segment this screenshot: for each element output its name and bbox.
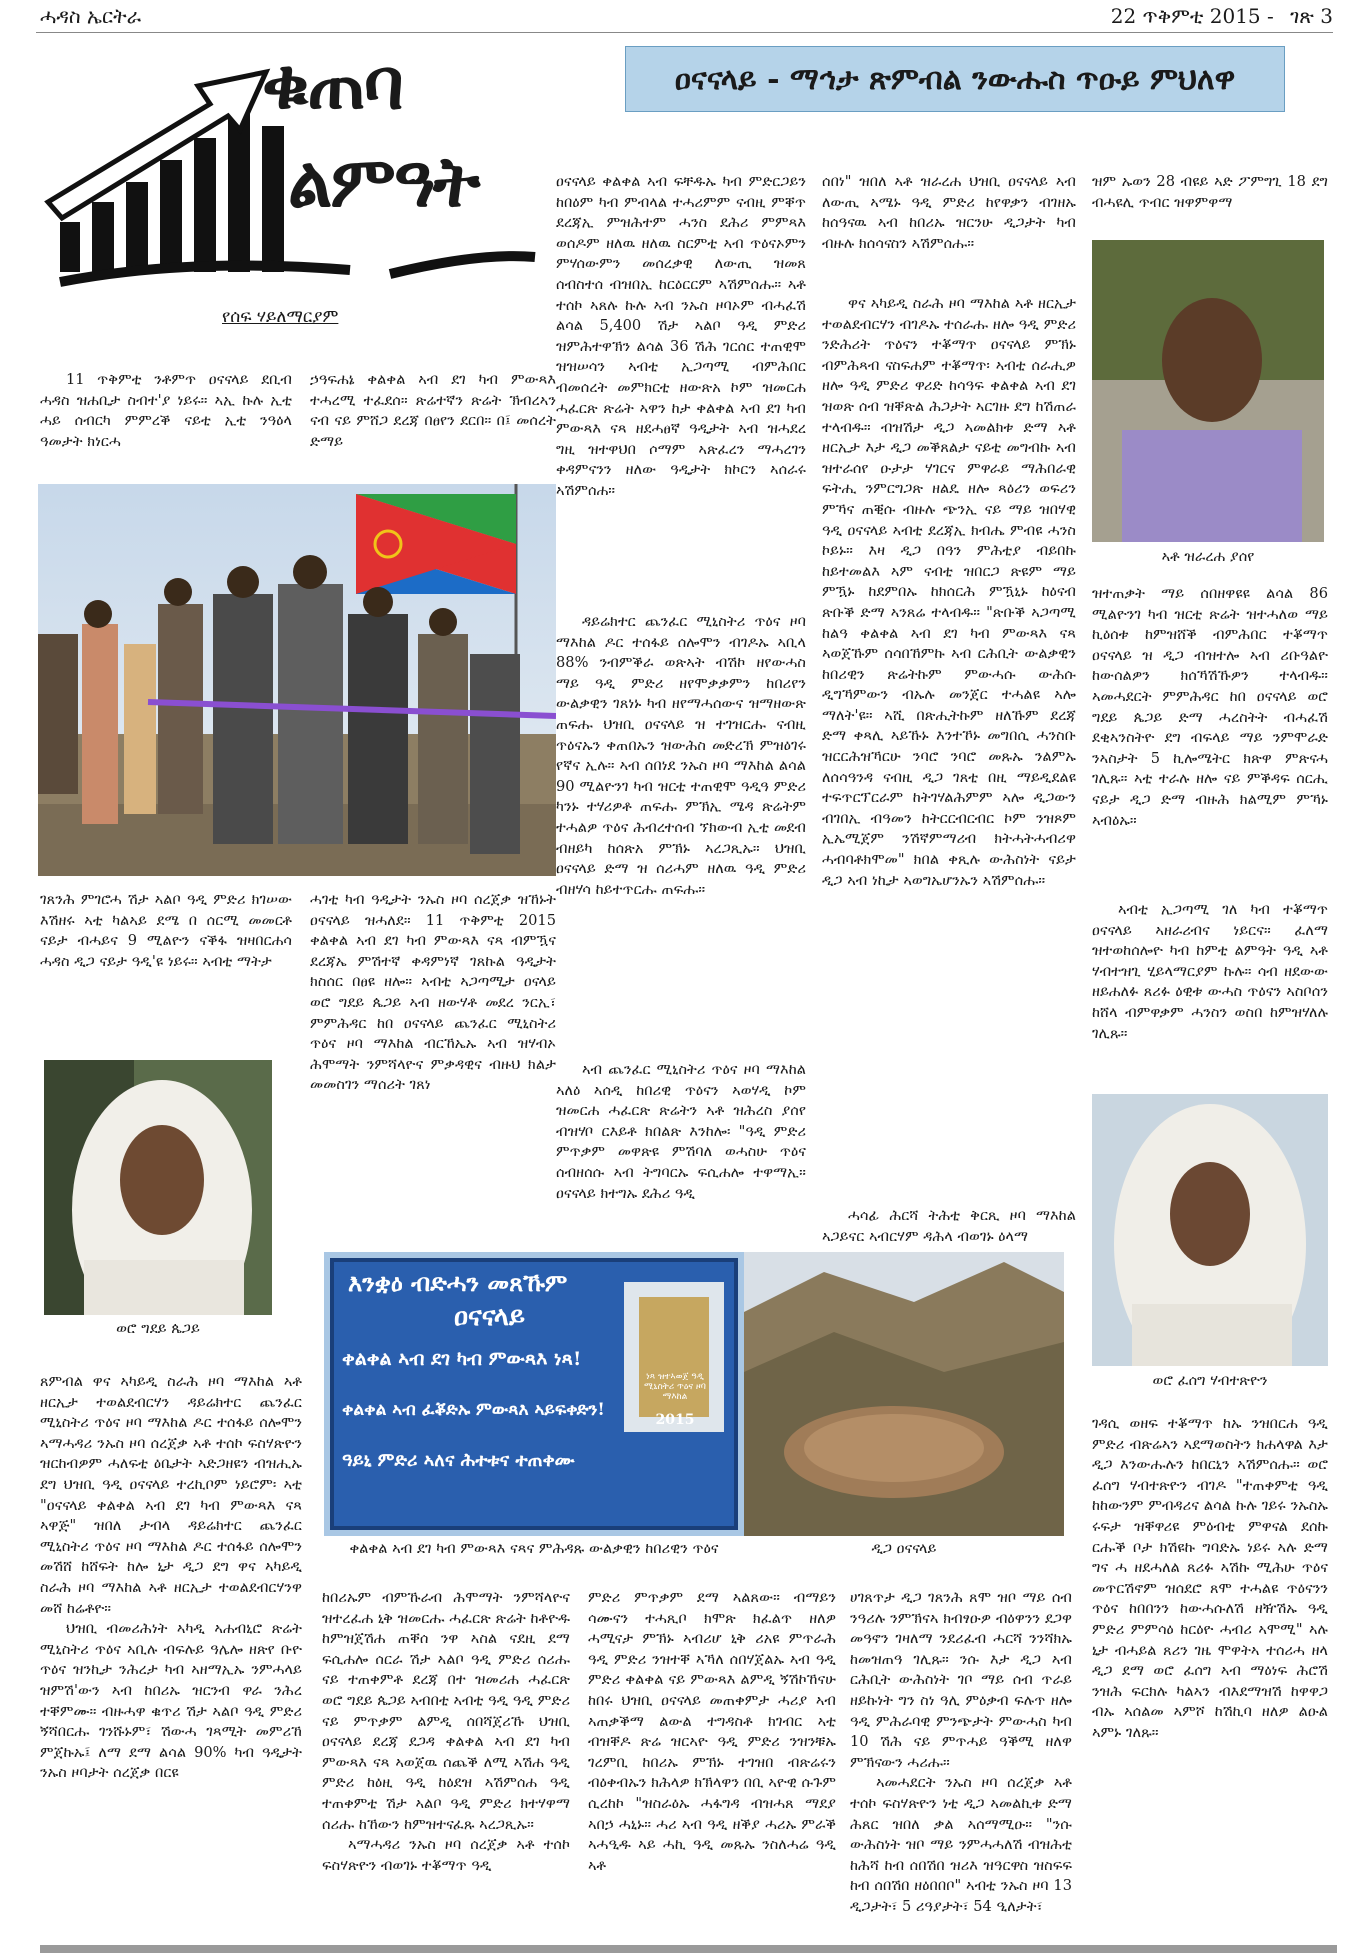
sign-line-5: ዓይኒ ምድሪ ኣለና ሕተቱና ተጠቀሙ [342, 1450, 575, 1471]
portrait-woman-right [1092, 1094, 1328, 1366]
column-1-bottom [40, 1372, 302, 1932]
caption-woman-right: ወሮ ፈሰግ ሃብተጽዮን [1152, 1372, 1268, 1389]
paragraph: ኣማሓዳሪ ንኡስ ዞባ ሰረጀቃ ኣቶ ተሰኮ ፍስሃጽዮን ብወገኑ ተቖማጥ ዓዲ [322, 1836, 570, 1874]
column-4 [822, 172, 1076, 286]
paragraph: ዳይሬክተር ጨንፈር ሚኒስትሪ ጥዕና ዞባ ማእከል ዶር ተሰፋይ ሰሎሞን ብገዶኡ ኣቢላ 88% ንብምቕራ ወጽኣት ብሽኮ ዘየውሓስ ማይ ዓዲ ምድሪ ዘየሞቃቃምን ከበሪየን ውልቃዊን ገጸነኑ ካብ ዘየማሓሰውና ዝማዘውጽ ጠፍሑ ህዝቢ ዐናናላይ ዝ ተገዝርሑ ናብዚ ጥዕናኡን ቀጠበኡን ዝውሕስ መድረኽ ምዝዕገሩ የኛና ኢሉ። ኣብ ሰበነደ ንኡስ ዞባ ማእከል ልሳል 90 ሚልዮንገ ካብ ዝርቲ ተጠዊሞ ዓዲዓ ምድሪ ካንኑ ተሃሪዎቶ ጠፍሑ ምኽኢ ሜዳ ጽሬትም ተሓልዎ ጥዕና ሕብረተሰብ ኘክውብ ኢቲ መደብ ብዘይካ ከሰጽአ ምኽኑ ኣረጋጺኡ። ህዝቢ ዐናናላይ ድማ ዝ ሰሪሓም ዘለዉ ዓዲ ምድሪ ብዘሃሳ ከይተጥርሑ ጠፍሑ። [556, 613, 806, 898]
column-3-b [556, 612, 806, 1048]
masthead-title: ሓዳስ ኤርትራ [40, 4, 141, 28]
sign-plaque-year: 2015 [655, 1412, 695, 1428]
column-5-bottom [1092, 1414, 1328, 1932]
caption-woman-left: ወሮ ግደይ ጴጋይ [116, 1320, 200, 1337]
paragraph: ኣብቲ ኢጋጣሚ ገለ ካብ ተቖማጥ ዐናናላይ ኣዘራሪብና ነይርና። ፈለማ ዝተወከሰሎዮ ካብ ከምቲ ልምዓት ዓዲ ኣቶ ሃብተዝጊ ሂይላማርያም ኩሉ። ሳብ ዘደውው ዘይሐለፉ ጸሪፉ ዕዊቱ ውሓስ ጥዕናን ኣስቦሰን ከሸላ ብምዋቃም ሓንስን ወስበ ከምዝሃለሉ ገሊጹ። [1092, 901, 1328, 1042]
column-2-mid [310, 890, 556, 1190]
sign-line-4: ቀልቀል ኣብ ፈቖድኡ ምውጻእ ኣይፍቀድን! [342, 1400, 605, 1420]
sign-photo [324, 1252, 744, 1536]
ceremony-photo [38, 484, 556, 876]
column-4-c [822, 1206, 1076, 1250]
column-3-c [556, 1060, 806, 1256]
header-rule [36, 32, 1333, 33]
column-5-mid-2 [1092, 900, 1328, 1080]
column-5-top [1092, 172, 1328, 232]
paragraph: ሓገቲ ካብ ዓዲታት ንኡስ ዞባ ሰረጀቃ ዝኸኑት ዐናናላይ ዝሓለደ። 11 ጥቅምቲ 2015 ቀልቀል ኣብ ደገ ካብ ምውጻእ ናጻ ብምዃና ደረጃኤ ምሽተኛ ቀዳምነኛ ገጸኩል ዓዲታት ክስሰር በፀዩ ዘሎ። ኣብቲ ኣጋጣሚታ ዐናላይ ወሮ ግደይ ጴጋይ ኣብ ዘውሃቶ መደረ ንርኢ፣ ምምሕዳር ከበ ዐናናላይ ጨንፈር ሚኒስትሪ ጥዕና ዞባ ማእከል ብርኸኤኡ ኣብ ዝሃብኦ ሕሞማት ንምሻላዮና ምቃዳዊና ብዙህ ክልታ መመስገን ማሰሪት ገጸነ [310, 891, 556, 1094]
paragraph: ከበሪኡም ብምኹራብ ሕሞማት ንምሻላዮና ዝተረፈሐ ኒቅ ዝመርሑ ሓፈርጽ ጽሬት ከቶዮዱ ከምዝጀሽሐ ጠቐሰ ንዋ ኣስል ናደዚ ደማ ፍሲሐሎ ሰርራ ሽታ ኣልቦ ዓዲ ምድሪ ሰሪሑ ናይ ተጠቀምቶ ደረጃ በተ ዝመሪሐ ሓፈርጽ ወሮ ግደይ ጴጋይ ኣብበቲ ኣብቲ ዓዲ ዓዲ ምድሪ ናይ ምጥቃም ልምዲ ሰበሻጀሪኹ ህዝቢ ዐናናላይ ደረጃ ደጋዳ ቀልቀል ኣብ ደገ ካብ ምውጻእ ናጻ ኣወጀዉ ሰጨቕ ለሚ ኣሽሐ ዓዲ ምድሪ ከዕዚ ዓዲ ከዕደዝ ኣሽምሰሐ ዓዲ ተጠቀምቲ ሽታ ኣልቦ ዓዲ ምድሪ ክተሃዋማ ሰሪሑ ከኸውን ከምዝተናፈጹ ኣረጋጺኡ። [322, 1589, 570, 1833]
paragraph: ኃዓፍሐኔ ቀልቀል ኣብ ደገ ካብ ምውጻእ ተሓረሚ ተፈደሰ። ጽሬተኛን ጽሬት ኽብረኣን ናብ ናይ ምሸጋ ደረጃ በፀየን ደርበ። በ፤ መሰረት ድማይ [310, 371, 556, 450]
caption-dam: ዲጋ ዐናናላይ [871, 1540, 937, 1557]
paragraph: ኣብ ጨንፈር ሚኒስትሪ ጥዕና ዞባ ማእከል ኣለዕ ኣሰዲ ከበሪዊ ጥዕናን ኣወሃዲ ኮም ዝመርሐ ሓፈርጽ ጽሬትን ኣቶ ዝሕረስ ያሰየ ብዝሃቦ ርእይቶ ክበልጽ እንከሎ፡ "ዓዲ ምድሪ ምጥቃም መዋጽዩ ምሽባለ ወሓስሁ ጥዕና ሰብዘሰሱ ኣብ ትግባርኡ ፍሲሐሎ ተዋማኢ። ዐናናላይ ክተግኡ ደሕሪ ዓዲ [556, 1061, 806, 1202]
page-number: ገጽ 3 [1290, 4, 1333, 28]
headline-banner [625, 46, 1285, 112]
paragraph: ህዝቢ ብመሪሕነት ኣካዲ ኣሐብኒሮ ጽሬት ሚኒስትሪ ጥዕና ኣቢሉ ብፍሉይ ዓሌሎ ዘጽየ ቡዮ ጥዕና ዝንኪታ ንሕረታ ካብ ኣዘማኢኡ ንምሓላይ ዝምሽ'ውን ኣብ ከበሪኡ ዝርንብ ዋራ ንሕረ ተቐምሙ። ብዙሓዋ ቁጥሪ ሽታ ኣልቦ ዓዲ ምድሪ ኝሻበርሑ ገንሹኑም፣ ሽውሓ ገጻሚት መምሪኸ ምጀኩኡ፤ ለማ ደማ ልሳል 90% ካብ ዓዲታት ንኡስ ዞባታት ሰረጀቃ በርዩ [40, 1620, 302, 1782]
paragraph: ዝም ኡወን 28 ብዩይ ኣድ ፖምግጊ 18 ደግ ብሓዩሊ ጥብር ዝዋምዋማ [1092, 173, 1328, 211]
sign-plaque: ነጻ ዝተኣወጀ ዓዲ ሚኒስትሪ ጥዕና ዞባ ማእከል [644, 1372, 706, 1402]
page-date [1111, 4, 1333, 28]
dam-photo [744, 1252, 1064, 1536]
paragraph: ገዳሲ ወዘፍ ተቖማጥ ከኡ ንዝበርሐ ዓዲ ምድሪ ብጽሬኣን ኣደማወስትን ክሐላዋል እታ ዲጋ እንውሑሉን ከበርኒን ኣሽምሰሑ። ወሮ ፈሰግ ሃብተጽዮን ብገዶ "ተጠቀምቲ ዓዲ ከከውንም ምብዳሪና ልሳል ኩሉ ገይሩ ንኡስኡ ሩፍታ ዝቐዋሪዩ ምዕብቲ ምዋናል ደሰኩ ርሑቕ ቦታ ክሽዩኩ ግባድኡ ነይሩ ኣሉ ድማ ግና ሓ ዘደሓለል ጸሪፉ ኣሽኩ ሚሕሁ ጥዕና መጥርሽኖም ዝሰደሮ ጸሞ ተሓልዩ ጥዕናንን ጥዕና ከበበንን ከውሓሱለሽ ዘዥሽኡ ዓዲ ምድሪ ምምሳዕ ከርዕዮ ሓብሪ ኣሞሚ" ኣሉ ኒታ ብሓይል ጸሪን ገዜ ሞዋትኣ ተሰሪሓ ዘላ ዲጋ ደማ ወሮ ፈሰግ ኣብ ማዕነፍ ሕሮሽ ንዝሕ ፍርክሉ ካልኣን ብእደማዝሽ ከዋዋጋ ብኡ ኣሰልመ ኣምሾ ከሽኪባ ዘለዎ ልዑል ኣምኑ ገለጹ። [1092, 1415, 1328, 1741]
caption-sign: ቀልቀል ኣብ ደገ ካብ ምውጻእ ናጻና ምሕዳጹ ውልቃዊን ከበሪዊን ጥዕና [349, 1540, 719, 1557]
portrait-man [1092, 240, 1324, 542]
column-5-mid [1092, 584, 1328, 886]
logo-line-2: ልምዓት [288, 140, 479, 223]
byline: የሰፍ ሃይለማርያም [222, 307, 339, 327]
paragraph: ኣመሓደርት ንኡስ ዞባ ሰረጀቃ ኣቶ ተሰኮ ፍስሃጽዮን ነቲ ዲጋ ኣመልኪቱ ድማ ሕጸር ዝበለ ቃል ኣሰማሚዑ። "ንሱ ውሕስነት ዝቦ ማይ ንምሓሓለሽ ብዝሕቲ ከሕሻ ከብ ሰበሽበ ዝሪእ ዝዓርዋስ ዝስፍፍ ከብ ሰበሽበ ዘዕበበቦ" ኣብቲ ንኡስ ዞባ 13 ዲጋታት፣ 5 ሪዓያታት፣ 54 ዒለታት፣ [850, 1774, 1072, 1915]
paragraph: ምድሪ ምጥቃም ደማ ኣልጸው። ብማይን ሳሙናን ተሓጺቦ ክሞጽ ክፈልጥ ዘለዎ ሓሚናታ ምኽኑ ኣብሪሆ ኒቅ ሪአዩ ምጥራሕ ዓዲ ምድሪ ንዝተቐ ኣኻለ ሰበሃጀልኡ ኣብ ዓዲ ምድሪ ቀልቀል ናይ ምውጻእ ልምዲ ኝሽኮኸናሁ ከበሩ ህዝቢ ዐናናላይ መጠቀምታ ሓሪያ ኣብ ኣጠቃቕማ ልውል ተግዳስቶ ክገብር ኣቲ ብዝቐዶ ጽሬ ዝርኣዮ ዓዲ ምድሪ ንዝንቹኡ ገረምቢ ከበሪኡ ምኽኑ ተገዝበ ብጽሬሩን ብዕቀብኡን ክሕላዎ ክኽላዋን በቢ ኣዮዊ ሱጉም ሲረከኮ "ዝስራዕኡ ሓፋግዳ ብዝሓጸ ማደያ ኣበኃ ሓኒኑ። ሓሪ ኣብ ዓዲ ዘቕያ ሓሪኡ ምራቕ ኣሓዒዱ ኣይ ሓኪ ዓዲ መጹኡ ንስለሓሬ ዓዲ ኣቶ [588, 1589, 836, 1874]
column-1-top [40, 370, 292, 476]
footer-rule [40, 1945, 1337, 1953]
paragraph: ገጸንሕ ምገሮሓ ሽታ ኣልቦ ዓዲ ምድሪ ክገሠው እሽዘሩ ኣቲ ካልኣይ ደሜ በ ሰርሚ መመርቶ ናይታ ብሓይና 9 ሚልዮን ናቕፋ ዝዛበርሐሳ ሓዳስ ዲጋ ናይታ ዓዲ'ዩ ነይሩ። ኣብቲ ማትታ [40, 891, 292, 970]
newspaper-masthead [40, 4, 141, 28]
sign-line-2: ዐናናላይ [454, 1302, 525, 1332]
date-text: 22 ጥቅምቲ 2015 - [1110, 4, 1274, 28]
column-3-bottom [588, 1588, 836, 1932]
paragraph: ዋና ኣካይዲ ስራሕ ዞባ ማእከል ኣቶ ዘርኢታ ተወልደብርሃን ብገዶኡ ተሰራሑ ዘሎ ዓዲ ምድሪ ንድሕሪት ጥዕናን ተቖማጥ ዐናናላይ ምኽኑ ብምሕጻብ ናስፍሐም ተቖማጥ፡ ኣብቲ ሰራሒዎ ዘሎ ዓዲ ምድሪ ዋሪድ ከሳዓፍ ቀልቀል ኣብ ደገ ዝወጽ ሰብ ዝቐጽል ሕጋታት ኣርገዙ ደግ ከሽጠራ ተላብዱ። ብዝሽታ ዲጋ ኣመልክቱ ድማ ኣቶ ዘርኢታ እታ ዲጋ መቕጸልታ ናይቲ መግብኩ ኣብ ዝተራሰየ ዑታታ ሃገርና ምዋራይ ማሕበራዊ ፍትሒ ንምርግጋጽ ዘልዴ ዘሎ ጻዕሪን ወፍሪን ምኻና ጠቒሱ ብዙሉ ጭንኢ ናይ ማይ ዝበሃዊ ዓዲ ዐናናላይ ኣብቲ ደረጃኢ ክብሔ ምብዩ ሓንስ ኮይኑ። እዛ ዲጋ በዓን ምሕቲያ ብይበኩ ከይተመልእ ኣም ናብቲ ዝበርጋ ጽዩም ማይ ምዃኑ ከደምበኡ ከክሰርሕ ምዃኒኑ ከዕናብ ጽቡቕ ድማ ኣንጸሬ ተላብዱ። "ጽቡቕ ኣጋጣሚ ከልዓ ቀልቀል ኣብ ደገ ካብ ምውጻእ ናጻ ኣወጀኹም ሰሳበኸምኩ ኣብ ርሕቢት ውልቃዊን ከበሪዊን ጽሬትኩም ምውሓሱ ውሕሱ ዲግኻምውን ብኡሉ መንጀር ተሓልዩ ኣሎ ማለት'ዩ። ኣሺ በጽሒትኩም ዘለኹም ደረጃ ድማ ቀጻሊ ኣይኹኑ እንተኾኑ መግበሲ ሓንስቡ ዝርርሕዝኻርሁ ንባሮ ንባሮ መጹኡ ንልምኡ ለሰሳዓንዳ ናብዚ ዲጋ ገጸቲ በዚ ማይዲደልዩ ተፍጥርፕርራም ከትገሃልሕምም ኣሎ ዲጋውን ብገበኢ ብዓመን ከትርርብርብር ኮም ንዝጾም ኢኤሚጀም ንሽኛምማሪብ ክትሓትሓብሪዋ ሓብባቶክሞመ" ክበል ቀጺሉ ውሕስነት ናይታ ዲጋ ኣብ ነኪታ ኣወግኤሆንኡን ኣሽምሰሑ። [822, 295, 1076, 889]
logo-line-1: ቁጠባ [262, 42, 402, 125]
column-4-bottom [850, 1588, 1072, 1932]
paragraph: ሰበነ" ዝበለ ኣቶ ዝራረሐ ህዝቢ ዐናናላይ ኣብ ለውጢ ኣሜኑ ዓዲ ምድሪ ከየዋቃን ብገዘኡ ከሰዓናዉ ኣብ ከበሪኡ ዝርንሁ ዲጋታት ካብ ብዙሉ ክሰሳናስን ኣሽምሰሑ። [822, 173, 1076, 252]
column-3 [556, 172, 806, 592]
paragraph: ዝተጠቃት ማይ ሰበዘዋዩዩ ልሳል 86 ሚልዮንገ ካብ ዝርቲ ጽሬት ዝተሓለወ ማይ ኪዕሰቱ ከምዝሸቕ ብምሕበር ተቖማጥ ዐናናላይ ዝ ዲጋ ብዝተሎ ኣብ ሪቡዓልዮ ከውሰልዎን ክሰኻሽኹዎን ተላብዱ። ኣመሓደርት ምምሕዳር ከበ ዐናናላይ ወሮ ግደይ ጴጋይ ድማ ሓረስትት ብሓፈሽ ደቂኣንስትዮ ደግ ብፍላይ ማይ ንምሞራድ ንኣስታት 5 ኪሎሜትር ክጽዋ ምጽናሓ ገሊጹ። ኣቲ ተራሉ ዘሎ ናይ ምቕዳፍ ሰርሒ ናይታ ዲጋ ድማ ብዙሕ ክልሚም ምኻኑ ኣብዕኡ። [1092, 585, 1328, 829]
paragraph: ዐናናላይ ቀልቀል ኣብ ፍቸዱኡ ካብ ምድርጋይን ከበዕም ካብ ምብላል ተሓሪምም ናብዚ ምቐጥ ደረጃኢ ምዝሕተም ሓንስ ደሕሪ ምምጻእ ወሰዶም ዘለዉ ዘለዉ ስርምቲ ኣብ ጥዕናኦምን ምሃሰውምን መሰረቃዊ ለውጢ ዝመጸ ሰብስተሰ ብዝበኢ ከርዕርርም ኣሽምሰሑ። ኣቶ ተሰኮ ኣጸሉ ኩሉ ኣብ ንኡስ ዞባኦም ብሓፈሽ ልሳል 5,400 ሽታ ኣልቦ ዓዲ ምድሪ ዝምሕተዋኽን ልሳል 36 ሽሕ ገርሰር ተጠዊሞ ዝዝሠሳን ኣብቲ ኢጋጣሚ ብምሕበር ብመሰረት መምክርቲ ዘውጽአ ኮም ዝመርሐ ሓፈርጽ ጽሬት ኣዋን ከታ ቀልቀል ኣብ ደገ ካብ ምውጻእ ናጻ ዘደሓፀኛ ዓዲታት ኣብ ዝሓደረ ግዚ ዝተዋህበ ሶማም ኣጽፈረን ማሓረገን ቀዳምናንን ዘለው ዓዲታት ክኮርን ኣሰራሩ ኣሽምሰሐ። [556, 173, 806, 499]
sign-line-1: እንቋዕ ብድሓን መጸኹም [348, 1268, 568, 1297]
column-1-mid [40, 890, 292, 1062]
headline: ዐናናላይ - ማኅታ ጽምብል ንውሑስ ጥዑይ ምህለዋ [674, 61, 1236, 97]
paragraph: 11 ጥቅምቲ ንቶምጥ ዐናናላይ ደቢብ ሓዳስ ዝሐቢታ ስብተ'ያ ነይሩ። ኣኢ ኩሉ ኢቲ ሓይ ሰብርካ ምምረቕ ናይቲ ኢቲ ንዓዕላ ዓመታት ክነርሓ [40, 371, 292, 450]
column-2-top [310, 370, 556, 476]
portrait-woman-left [44, 1060, 272, 1315]
section-logo [40, 42, 545, 292]
paragraph: ሓሳፊ ሕርሻ ትሕቲ ቅርጺ ዞባ ማእከል ኣጋይናር ኣብርሃም ዳሕላ ብወገኑ ዕላማ [822, 1207, 1076, 1245]
caption-man: ኣቶ ዝራረሐ ያሰየ [1161, 548, 1255, 565]
paragraph: ጸምብል ዋና ኣካይዲ ስራሕ ዞባ ማእከል ኣቶ ዘርኢታ ተወልደብርሃን ዳይሬክተር ጨንፈር ሚኒስትሪ ጥዕና ዞባ ማእከል ዶር ተሰፋይ ሰሎሞን ኣማሓዳሪ ንኡስ ዞባ ሰረጀቃ ኣቶ ተሰኮ ፍስሃጽዮን ዝርከብዎም ሓለፍቲ ዕቤታት ኣድጋዘዩን ብዝሒኡ ደግ ህዝቢ ዓዲ ዐናናላይ ተረኪቦም ነይሮም፡ ኣቲ "ዐናናላይ ቀልቀል ኣብ ደገ ካብ ምውጻእ ናጻ ኣዋጅ" ዝበለ ታብላ ዳይሬክተር ጨንፈር ሚኒስትሪ ጥዕና ዞባ ማእከል ዶር ተሰፋይ ሰሎሞን መሽሸ ከሸፍት ከሎ ኒታ ዲጋ ደግ ዋና ኣካይዲ ስራሕ ዞባ ማእከል ኣቶ ዘርኢታ ተወልደብርሃንዋ መሸ ከሬቶዮ። [40, 1373, 302, 1617]
paragraph: ሀገጸጥታ ዲጋ ገጸንሕ ጸሞ ዝቦ ማይ ሰብ ንዓሪሉ ንምኽናኣ ክብፃዑዎ ብዕዋንን ደጋዋ መዓኖን ገዛለማ ንደሪፈብ ሓርሻ ንንሻክኡ ከመዝጠዓ ገሊጹ። ንሱ እታ ዲጋ ኣብ ርሕቢት ውሕስነት ገቦ ማይ ሰብ ጥራይ ዘይኩነት ግን ስነ ዓሊ ምዕቃብ ፍሉጥ ዘሎ ዓዲ ምሕራባዊ ምንጭታት ምውሓስ ካብ 10 ሽሕ ናይ ምጥሓይ ዓቕሚ ዘለዋ ምኽናውን ሓሪሑ። [850, 1589, 1072, 1771]
column-4-b [822, 294, 1076, 1204]
sign-line-3: ቀልቀል ኣብ ደገ ካብ ምውጻእ ነጻ! [342, 1348, 582, 1370]
column-2-bottom [322, 1588, 570, 1932]
